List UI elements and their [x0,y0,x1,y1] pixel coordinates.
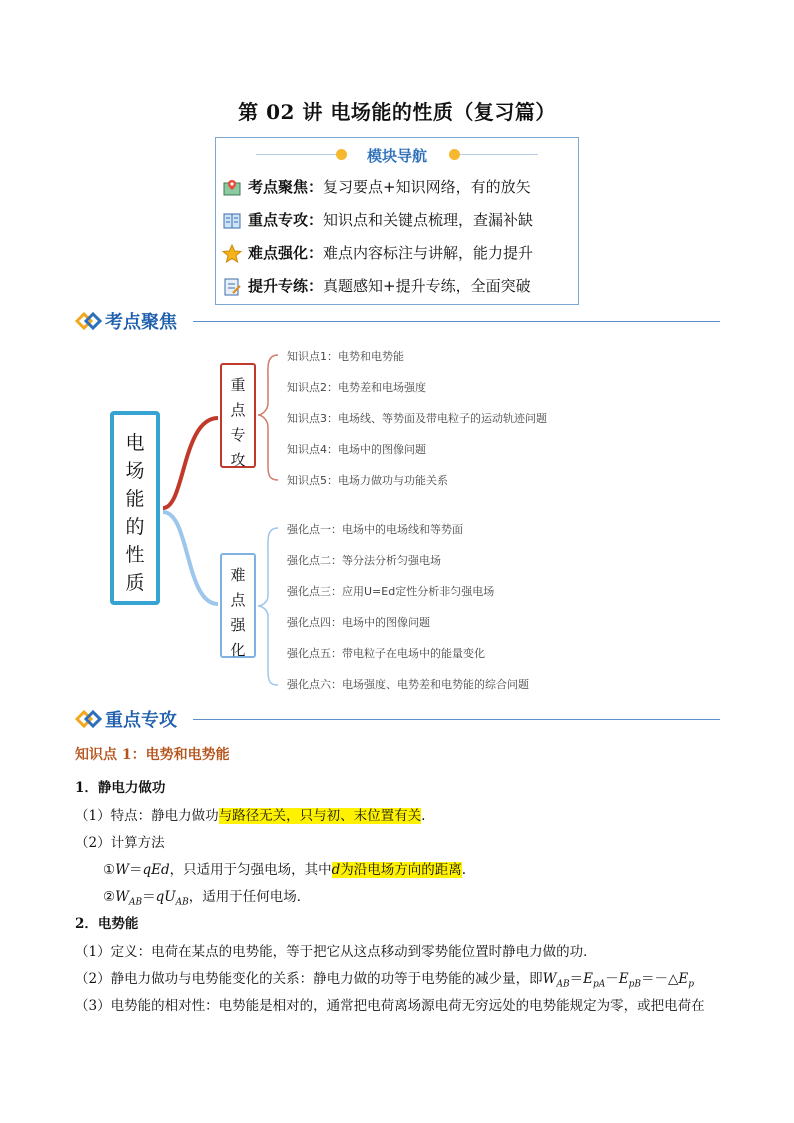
paragraph-line: （2）计算方法 [75,835,165,851]
mindmap-category-difficulty [220,553,256,658]
root-char: 电 [125,432,145,454]
module-nav-title: 模块导航 [366,147,427,165]
nav-row-text: 复习要点+知识网络，有的放矢 [323,178,531,196]
diamond-arrow-icon [75,710,103,728]
nav-row-label: 考点聚焦： [248,178,324,196]
mindmap-leaf: 强化点一：电场中的电场线和等势面 [287,523,463,536]
paragraph-line: （1）特点：静电力做功与路径无关，只与初、末位置有关. [75,808,426,824]
category-char: 点 [230,401,246,419]
connector-root-cat1 [163,418,218,508]
mindmap-leaf: 强化点五：带电粒子在电场中的能量变化 [287,647,485,660]
category-char: 强 [230,616,246,634]
mindmap-leaf: 强化点二：等分法分析匀强电场 [287,554,441,567]
mindmap-leaf: 知识点5：电场力做功与功能关系 [287,474,448,487]
mindmap-root [110,411,160,605]
mindmap-leaf: 知识点4：电场中的图像问题 [287,443,426,456]
nav-row-text: 真题感知+提升专练，全面突破 [323,277,531,295]
section-title: 考点聚焦 [105,312,177,333]
category-char: 难 [230,566,246,584]
nav-row-text: 难点内容标注与讲解，能力提升 [323,244,534,262]
nav-row-text: 知识点和关键点梳理，查漏补缺 [323,211,534,229]
section-header-key-points [75,706,720,732]
nav-row-label: 难点强化： [248,244,324,262]
mindmap-leaf: 知识点1：电势和电势能 [287,350,404,363]
brace-cat2 [258,528,278,685]
category-char: 点 [230,591,246,609]
formula-line: $②W_{AB}=qU_{AB}$，适用于任何电场． [103,889,311,908]
category-char: 重 [230,376,246,394]
section-title: 重点专攻 [105,710,177,731]
root-char: 场 [125,460,145,482]
root-char: 能 [125,488,145,510]
root-char: 质 [125,572,145,594]
category-char: 化 [230,641,246,659]
mindmap-leaf: 强化点四：电场中的图像问题 [287,616,430,629]
mindmap-leaf: 知识点2：电势差和电场强度 [287,381,426,394]
knowledge-point-heading: 知识点 1：电势和电势能 [75,747,230,763]
highlight-text: 与路径无关，只与初、末位置有关 [218,808,422,824]
paragraph-line: （1）定义：电荷在某点的电势能，等于把它从这点移动到零势能位置时静电力做的功． [75,944,597,960]
page-title: 第 02 讲 电场能的性质（复习篇） [238,100,556,124]
brace-cat1 [258,355,278,480]
paragraph-line: （3）电势能的相对性：电势能是相对的，通常把电荷离场源电荷无穷远处的电势能规定为零，或把电荷在 [75,998,705,1014]
mindmap-leaf: 强化点三：应用U=Ed定性分析非匀强电场 [287,585,495,598]
formula-line: ①W＝qEd，只适用于匀强电场，其中d为沿电场方向的距离. [103,862,467,878]
mindmap-leaf: 强化点六：电场强度、电势差和电势能的综合问题 [287,678,529,691]
category-char: 专 [230,426,246,444]
nav-row-label: 提升专练： [248,277,324,295]
root-char: 的 [125,516,145,538]
root-char: 性 [125,544,145,566]
mindmap-category-key-points [220,363,256,468]
category-char: 攻 [230,451,246,469]
nav-row-label: 重点专攻： [248,211,324,229]
subheading-potential-energy: 2．电势能 [75,916,139,932]
connector-root-cat2 [163,512,218,604]
mindmap-leaf: 知识点3：电场线、等势面及带电粒子的运动轨迹问题 [287,412,547,425]
highlight-text: d为沿电场方向的距离 [331,862,462,878]
paragraph-line: （2）静电力做功与电势能变化的关系：静电力做的功等于电势能的减少量，即$W_{AB}=E_{pA}-E_{pB}=-\triangle E_p$ [75,971,694,990]
subheading-static-force-work: 1．静电力做功 [75,780,166,796]
